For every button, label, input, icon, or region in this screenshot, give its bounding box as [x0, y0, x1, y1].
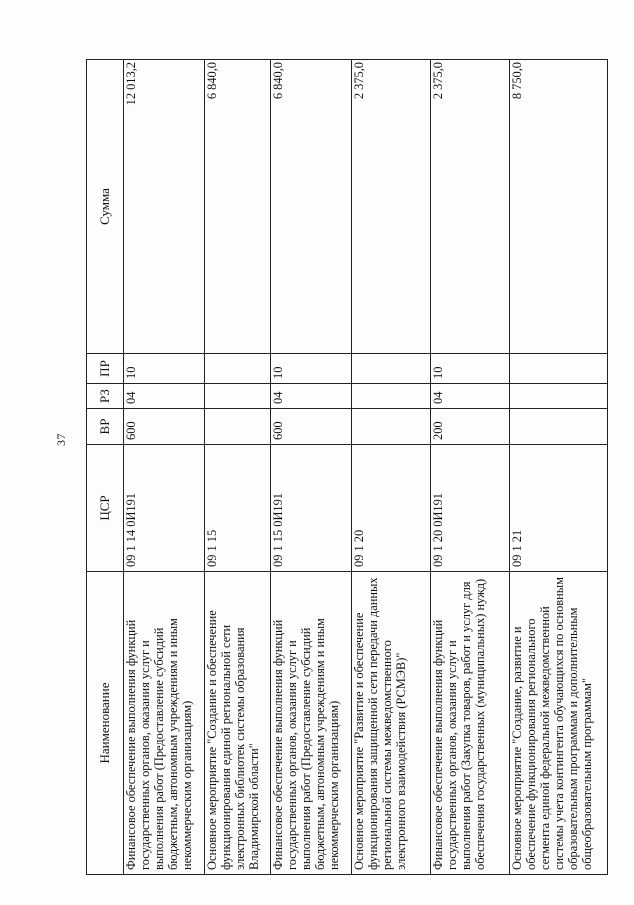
cell-vr — [205, 409, 270, 445]
table-row — [270, 60, 351, 875]
budget-table — [86, 59, 608, 875]
cell-csr: 09 1 15 — [205, 445, 270, 572]
header-vr: ВР — [87, 409, 124, 445]
cell-name: Финансовое обеспечение выполнения функций государственных органов, оказания услуг и выполнения работ (Закупка товаров, работ и услуг для обеспечения государственных (муниципальных) нужд) — [431, 572, 510, 875]
cell-vr: 200 — [431, 409, 510, 445]
table-header-row — [87, 60, 124, 875]
cell-name: Основное мероприятие "Развитие и обеспечение функционирования защищенной сети передачи данных региональной системы межведомственного электронного взаимодействия (РСМЭВ)" — [352, 572, 431, 875]
header-csr: ЦСР — [87, 445, 124, 572]
cell-csr: 09 1 15 0И191 — [270, 445, 351, 572]
cell-pr: 10 — [270, 354, 351, 384]
cell-vr — [352, 409, 431, 445]
table-row — [124, 60, 205, 875]
table-row — [205, 60, 270, 875]
cell-name: Финансовое обеспечение выполнения функций государственных органов, оказания услуг и выполнения работ (Предоставление субсидий бюджетным, автономным учреждениям и иным некоммерческим организациям) — [270, 572, 351, 875]
cell-pr — [352, 354, 431, 384]
cell-sum: 2 375,0 — [431, 60, 510, 354]
cell-rz — [205, 384, 270, 409]
cell-vr: 600 — [124, 409, 205, 445]
cell-csr: 09 1 20 — [352, 445, 431, 572]
header-sum: Сумма — [87, 60, 124, 354]
cell-sum: 12 013,2 — [124, 60, 205, 354]
cell-name: Основное мероприятие "Создание и обеспечение функционирования единой региональной сети электронных библиотек системы образования Владимирской области" — [205, 572, 270, 875]
header-name: Наименование — [87, 572, 124, 875]
cell-pr: 10 — [431, 354, 510, 384]
header-rz: РЗ — [87, 384, 124, 409]
cell-vr: 600 — [270, 409, 351, 445]
cell-pr — [510, 354, 608, 384]
cell-rz — [352, 384, 431, 409]
header-pr: ПР — [87, 354, 124, 384]
cell-pr — [205, 354, 270, 384]
cell-rz: 04 — [270, 384, 351, 409]
cell-vr — [510, 409, 608, 445]
cell-pr: 10 — [124, 354, 205, 384]
table-row — [510, 60, 608, 875]
cell-csr: 09 1 20 0И191 — [431, 445, 510, 572]
cell-csr: 09 1 21 — [510, 445, 608, 572]
cell-sum: 6 840,0 — [205, 60, 270, 354]
page-number: 37 — [54, 433, 68, 446]
cell-rz: 04 — [124, 384, 205, 409]
table-row — [431, 60, 510, 875]
cell-sum: 2 375,0 — [352, 60, 431, 354]
cell-rz: 04 — [431, 384, 510, 409]
cell-name: Финансовое обеспечение выполнения функций государственных органов, оказания услуг и выполнения работ (Предоставление субсидий бюджетным, автономным учреждениям и иным некоммерческим организациям) — [124, 572, 205, 875]
cell-sum: 8 750,0 — [510, 60, 608, 354]
cell-rz — [510, 384, 608, 409]
cell-name: Основное мероприятие "Создание, развитие и обеспечение функционирования регионального сегмента единой федеральной межведомственной системы учета контингента обучающихся по основным образовательным программам и дополнительным общеобразовательным программам" — [510, 572, 608, 875]
table-row — [352, 60, 431, 875]
cell-csr: 09 1 14 0И191 — [124, 445, 205, 572]
cell-sum: 6 840,0 — [270, 60, 351, 354]
budget-table-rotated — [86, 60, 608, 875]
